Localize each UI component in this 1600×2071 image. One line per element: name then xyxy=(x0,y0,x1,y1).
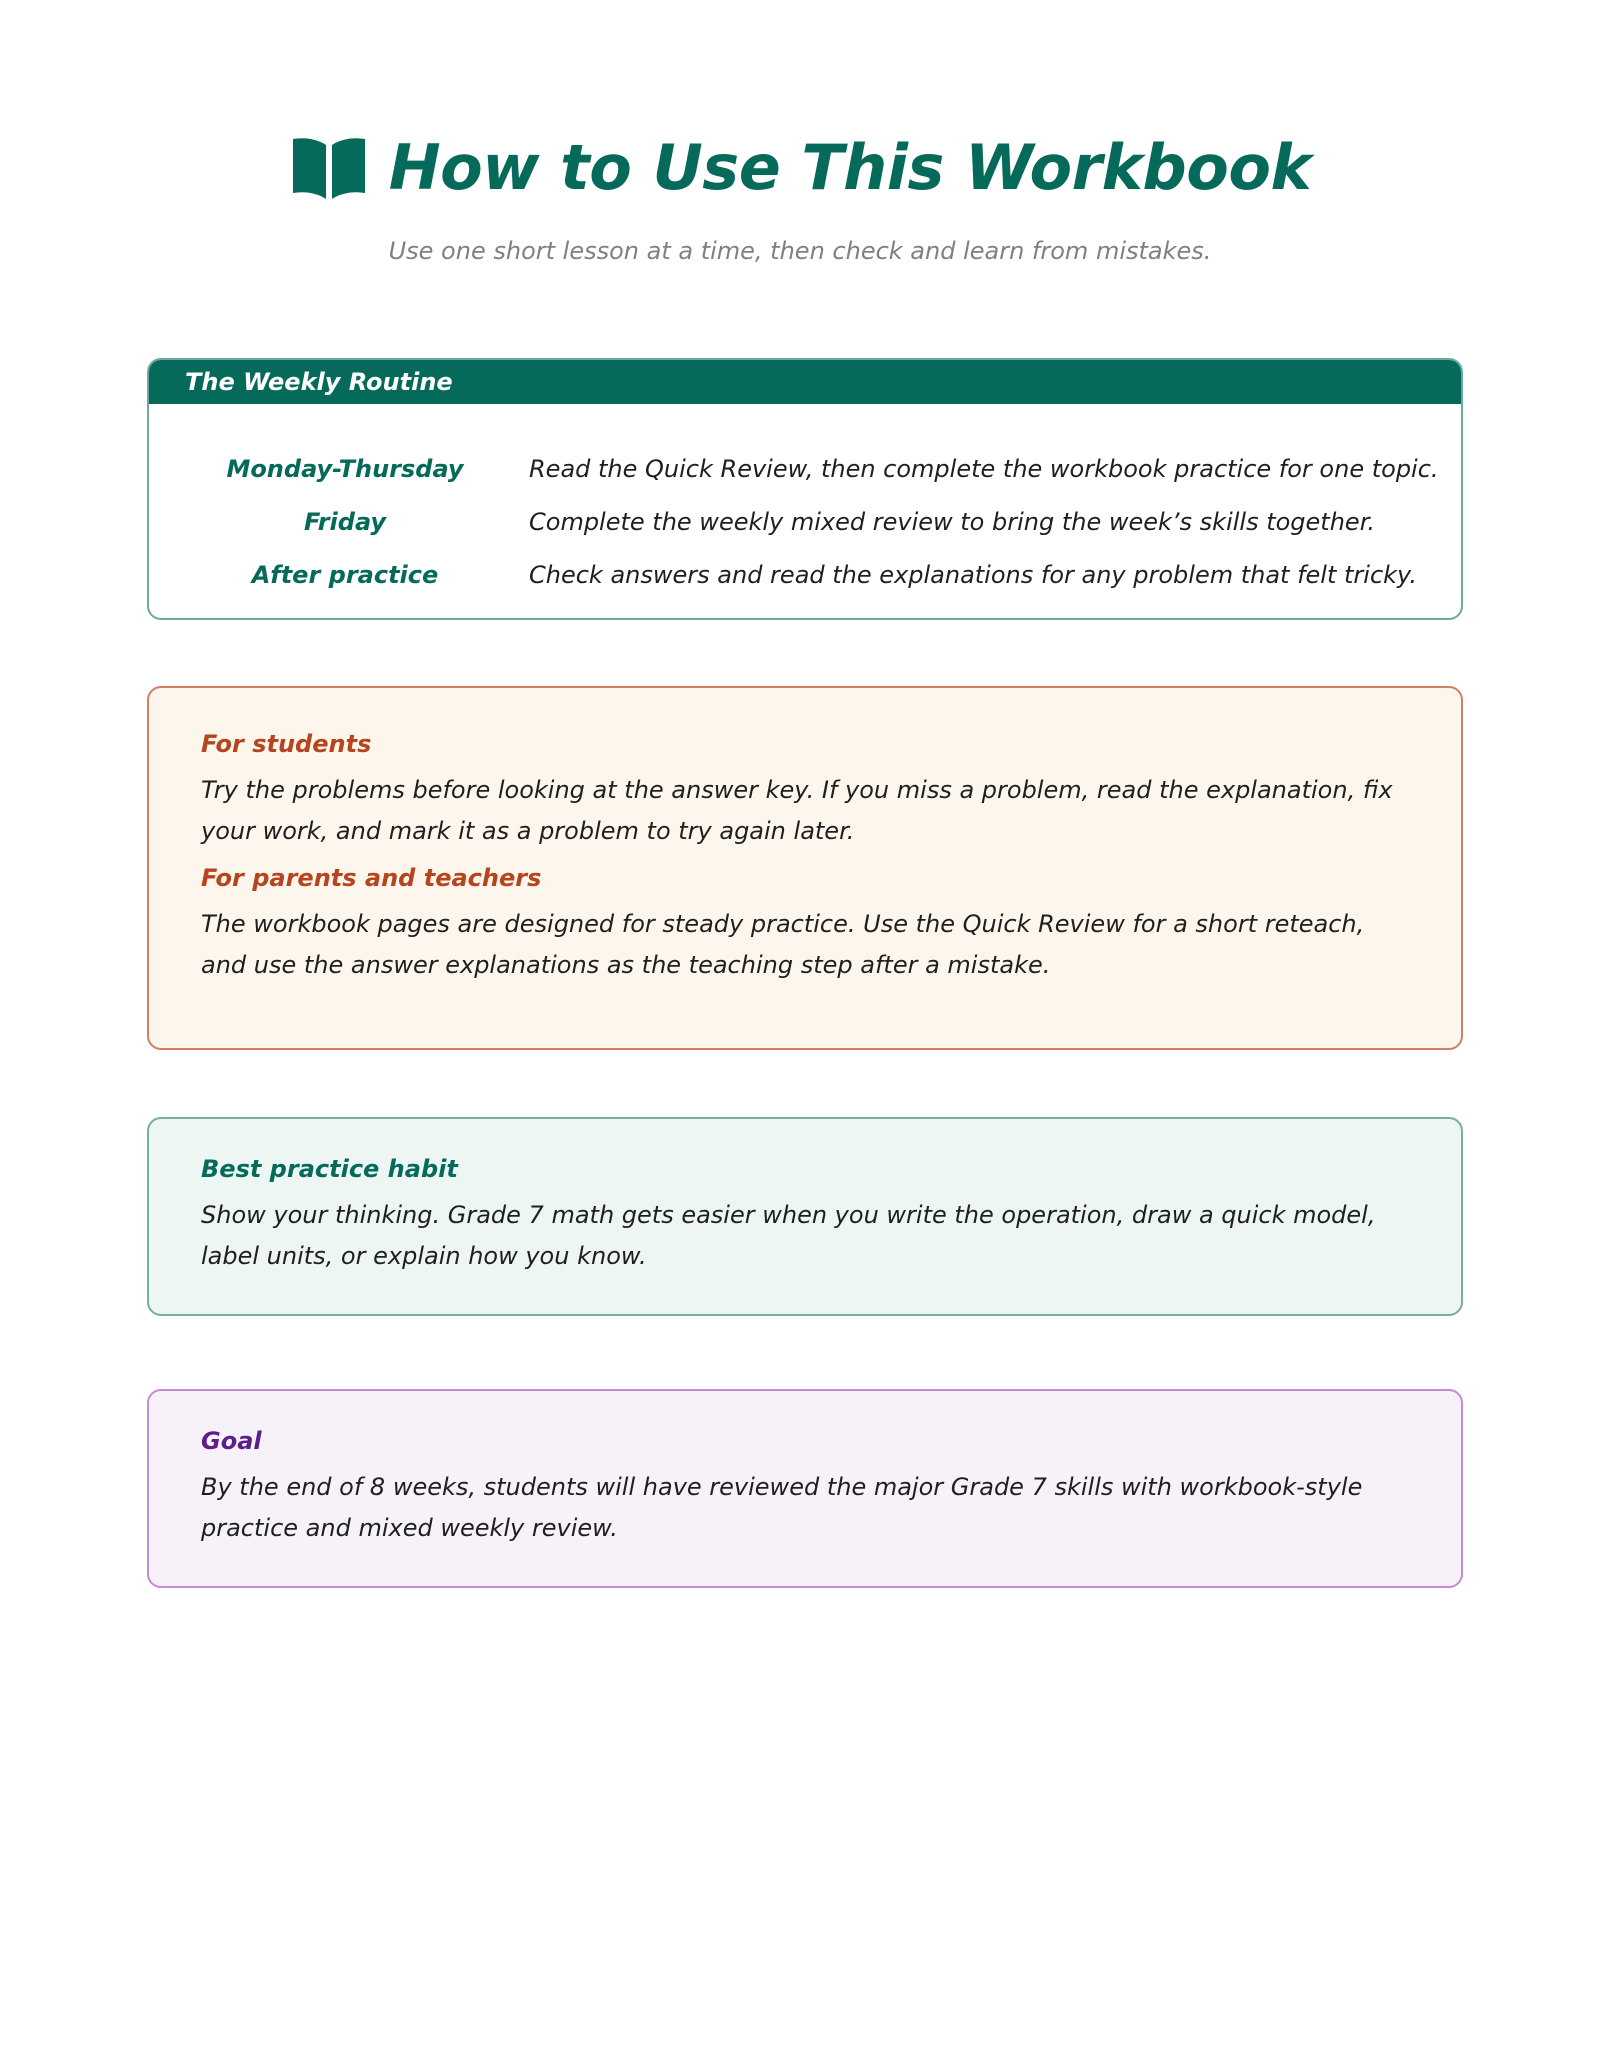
for-parents-heading: For parents and teachers xyxy=(201,864,542,892)
routine-label: After practice xyxy=(251,560,439,589)
goal-heading: Goal xyxy=(201,1427,262,1455)
goal-box xyxy=(147,1389,1463,1588)
routine-label: Monday-Thursday xyxy=(226,454,464,483)
routine-text: Complete the weekly mixed review to bring the week’s skills together. xyxy=(529,507,1375,536)
best-practice-heading: Best practice habit xyxy=(201,1155,458,1183)
routine-row xyxy=(149,495,1461,548)
best-practice-box xyxy=(147,1117,1463,1316)
students-parents-box xyxy=(147,686,1463,1050)
weekly-routine-box xyxy=(147,358,1463,620)
routine-label: Friday xyxy=(303,507,387,536)
goal-text: By the end of 8 weeks, students will have reviewed the major Grade 7 skills with workbook-style practice and mixed weekly review. xyxy=(201,1473,1363,1542)
routine-text: Read the Quick Review, then complete the workbook practice for one topic. xyxy=(529,454,1439,483)
routine-row xyxy=(149,548,1461,601)
page-title: How to Use This Workbook xyxy=(388,131,1312,204)
weekly-routine-heading: The Weekly Routine xyxy=(149,360,1461,404)
for-students-text: Try the problems before looking at the answer key. If you miss a problem, read the explanation, fix your work, and mark it as a problem to try again later. xyxy=(201,776,1393,845)
routine-rows xyxy=(149,442,1461,601)
for-parents-text: The workbook pages are designed for steady practice. Use the Quick Review for a short reteach, and use the answer explanations as the teaching step after a mistake. xyxy=(201,910,1365,979)
best-practice-text: Show your thinking. Grade 7 math gets easier when you write the operation, draw a quick model, label units, or explain how you know. xyxy=(201,1201,1376,1270)
for-students-heading: For students xyxy=(201,730,372,758)
title-row xyxy=(0,131,1600,204)
page-subtitle: Use one short lesson at a time, then check and learn from mistakes. xyxy=(388,237,1212,265)
routine-row xyxy=(149,442,1461,495)
open-book-icon xyxy=(289,135,369,201)
routine-text: Check answers and read the explanations for any problem that felt tricky. xyxy=(529,560,1418,589)
